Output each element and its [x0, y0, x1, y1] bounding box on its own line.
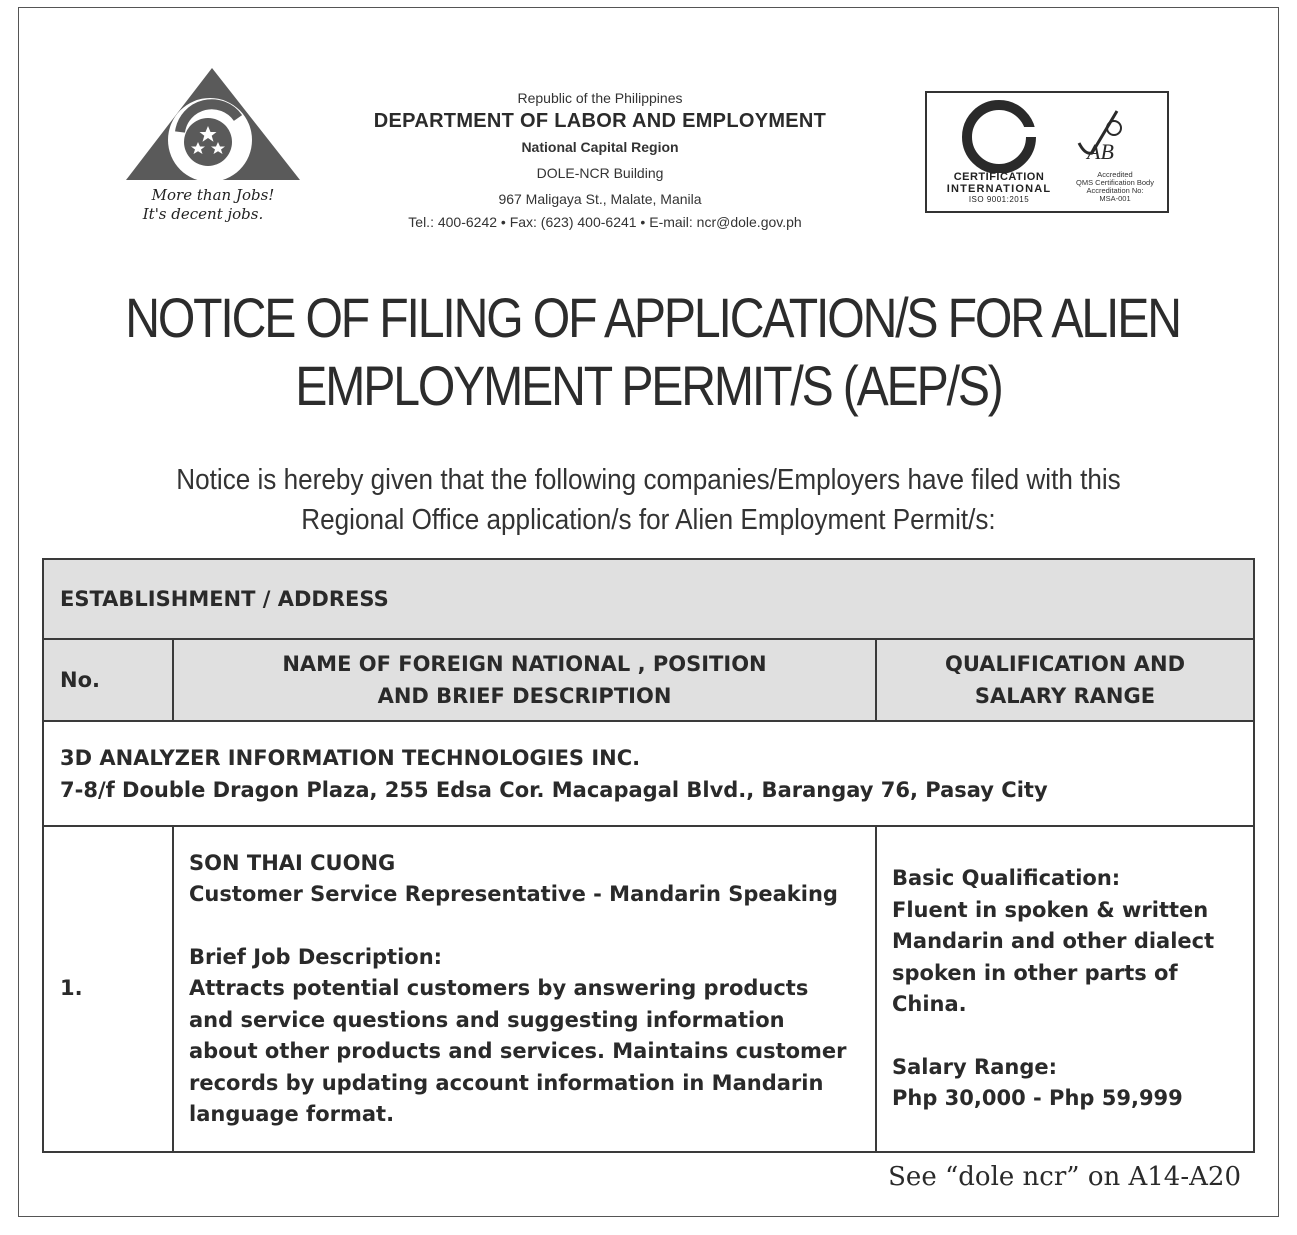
col-name-header — [173, 639, 876, 721]
salary-label: Salary Range: — [892, 1054, 1057, 1079]
republic-line: Republic of the Philippines — [517, 90, 683, 106]
motto-line-2: It's decent jobs. — [142, 205, 264, 223]
motto — [123, 186, 303, 224]
col-no-header: No. — [43, 639, 173, 721]
region-name: National Capital Region — [521, 139, 679, 155]
column-header-row — [43, 639, 1254, 721]
col-qual-line-2: SALARY RANGE — [974, 684, 1156, 708]
pab-accreditation-text — [1065, 171, 1165, 203]
col-name-line-2: AND BRIEF DESCRIPTION — [377, 684, 672, 708]
cert-line-1: CERTIFICATION — [953, 171, 1045, 183]
motto-line-1: More than Jobs! — [151, 186, 275, 204]
establishment-row — [43, 721, 1254, 826]
qualification-line-1: Fluent in spoken & written — [892, 897, 1209, 922]
description-label: Brief Job Description: — [189, 944, 443, 969]
title-line-2: EMPLOYMENT PERMIT/S (AEP/S) — [295, 354, 1002, 417]
establishment-header: ESTABLISHMENT / ADDRESS — [43, 559, 1254, 639]
row-number: 1. — [43, 826, 173, 1152]
pab-line-1: Accredited — [1097, 170, 1133, 179]
description-line-5: language format. — [189, 1102, 395, 1126]
title-line-1: NOTICE OF FILING OF APPLICATION/S FOR ALIEN — [125, 286, 1180, 349]
pab-line-4: MSA-001 — [1099, 194, 1131, 203]
cert-line-2: INTERNATIONAL — [946, 183, 1052, 195]
description-line-4: records by updating account information in Mandarin — [189, 1070, 824, 1095]
continuation-note: See “dole ncr” on A14-A20 — [888, 1162, 1241, 1192]
notice-title — [125, 284, 1180, 420]
qualification-line-2: Mandarin and other dialect — [892, 929, 1215, 954]
establishment-header-row — [43, 559, 1254, 639]
qualification-line-3: spoken in other parts of — [892, 960, 1178, 985]
notice-intro — [101, 460, 1196, 540]
salary-range: Php 30,000 - Php 59,999 — [892, 1086, 1183, 1111]
certification-logo-icon — [927, 93, 1167, 173]
building-name: DOLE-NCR Building — [536, 165, 664, 181]
certification-box — [925, 91, 1169, 213]
col-qual-line-1: QUALIFICATION AND — [944, 652, 1186, 676]
certification-text — [935, 171, 1063, 205]
contact-line: Tel.: 400-6242 • Fax: (623) 400-6241 • E-mail: ncr@dole.gov.ph — [408, 214, 802, 230]
office-address: 967 Maligaya St., Malate, Manila — [498, 191, 702, 207]
description-line-3: about other products and services. Maintains customer — [189, 1039, 847, 1063]
establishment-address: 7-8/f Double Dragon Plaza, 255 Edsa Cor. Macapagal Blvd., Barangay 76, Pasay City — [60, 777, 1048, 802]
agency-header — [300, 88, 900, 212]
svg-text:AB: AB — [1087, 139, 1114, 164]
aep-table — [42, 558, 1255, 1153]
col-name-line-1: NAME OF FOREIGN NATIONAL , POSITION — [282, 652, 767, 676]
qualification-line-4: China. — [892, 992, 967, 1017]
description-line-2: and service questions and suggesting information — [189, 1007, 785, 1032]
foreign-national-name: SON THAI CUONG — [189, 850, 396, 875]
intro-line-2: Regional Office application/s for Alien Employment Permit/s: — [301, 504, 996, 536]
cert-line-3: ISO 9001:2015 — [968, 195, 1030, 204]
establishment-name: 3D ANALYZER INFORMATION TECHNOLOGIES INC. — [60, 745, 641, 770]
foreign-national-cell — [173, 826, 876, 1152]
description-line-1: Attracts potential customers by answering products — [189, 976, 809, 1000]
qualification-cell — [876, 826, 1254, 1152]
position-title: Customer Service Representative - Mandarin Speaking — [189, 882, 838, 906]
pab-line-3: Accreditation No: — [1086, 186, 1144, 195]
establishment-cell — [43, 721, 1254, 826]
qualification-label: Basic Qualification: — [892, 866, 1121, 891]
intro-line-1: Notice is hereby given that the following companies/Employers have filed with this — [176, 464, 1121, 496]
department-name: DEPARTMENT OF LABOR AND EMPLOYMENT — [373, 110, 827, 132]
col-qual-header — [876, 639, 1254, 721]
table-row — [43, 826, 1254, 1152]
pab-line-2: QMS Certification Body — [1076, 178, 1154, 187]
